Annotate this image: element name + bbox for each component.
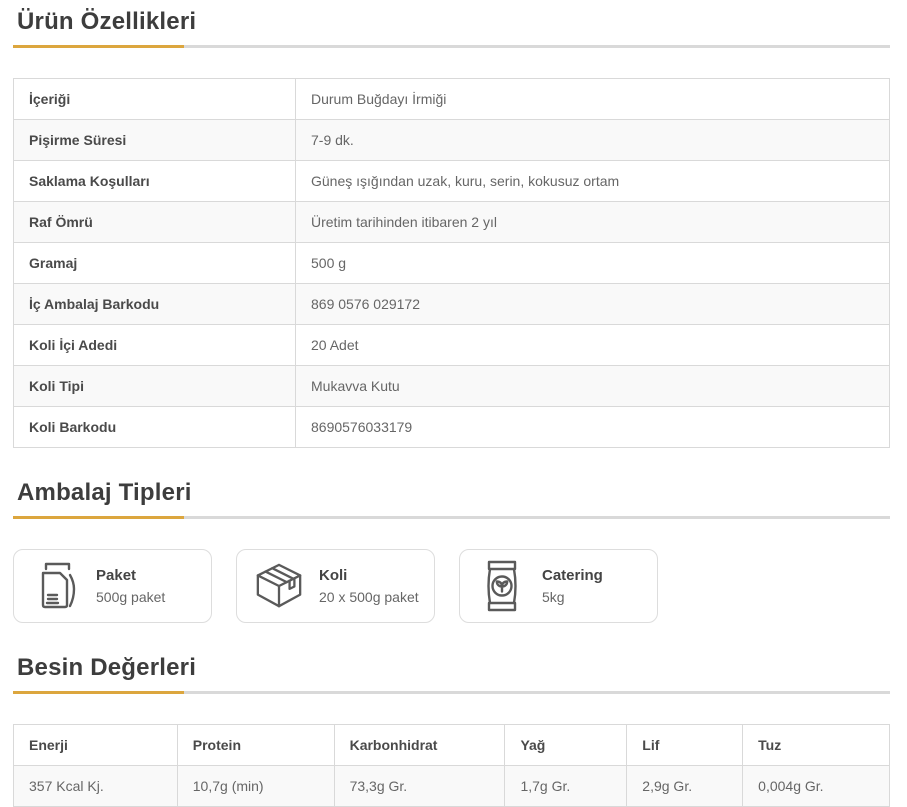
spec-label: Raf Ömrü (14, 202, 296, 243)
nutrition-value: 0,004g Gr. (743, 766, 890, 807)
heading-underline-accent (13, 691, 184, 694)
section-nutrition (13, 654, 890, 807)
spec-value: 7-9 dk. (296, 120, 890, 161)
table-row (14, 284, 890, 325)
table-row (14, 79, 890, 120)
nutrition-column-header: Enerji (14, 725, 178, 766)
spec-value: 869 0576 029172 (296, 284, 890, 325)
card-title: Paket (96, 567, 137, 584)
package-card-koli (236, 549, 435, 623)
table-row (14, 766, 890, 807)
packaging-cards (13, 549, 890, 623)
spec-value: Mukavva Kutu (296, 366, 890, 407)
nutrition-value: 10,7g (min) (177, 766, 334, 807)
nutrition-column-header: Karbonhidrat (334, 725, 505, 766)
heading-underline-accent (13, 516, 184, 519)
package-card-paket (13, 549, 212, 623)
spec-value: Durum Buğdayı İrmiği (296, 79, 890, 120)
card-subtitle: 500g paket (96, 589, 166, 605)
section-title-packaging-types: Ambalaj Tipleri (17, 479, 192, 506)
spec-label: İçeriği (14, 79, 296, 120)
spec-label: Koli Tipi (14, 366, 296, 407)
section-product-features (13, 8, 890, 448)
nutrition-value: 357 Kcal Kj. (14, 766, 178, 807)
spec-label: Koli İçi Adedi (14, 325, 296, 366)
paper-bag-icon (31, 559, 81, 613)
cardboard-box-icon (254, 559, 304, 613)
spec-value: Güneş ışığından uzak, kuru, serin, kokusuz ortam (296, 161, 890, 202)
spec-value: Üretim tarihinden itibaren 2 yıl (296, 202, 890, 243)
card-text (542, 567, 603, 605)
card-text (96, 567, 165, 605)
table-row (14, 243, 890, 284)
heading-underline-accent (13, 45, 184, 48)
spec-value: 20 Adet (296, 325, 890, 366)
nutrition-table (13, 724, 890, 807)
spec-label: İç Ambalaj Barkodu (14, 284, 296, 325)
table-row (14, 202, 890, 243)
section-title-nutrition: Besin Değerleri (17, 654, 197, 681)
table-row (14, 325, 890, 366)
spec-label: Koli Barkodu (14, 407, 296, 448)
spec-label: Saklama Koşulları (14, 161, 296, 202)
page-container (13, 0, 890, 807)
nutrition-column-header: Tuz (743, 725, 890, 766)
card-title: Koli (319, 567, 348, 584)
table-row (14, 407, 890, 448)
heading-underline (13, 691, 890, 694)
product-spec-table (13, 78, 890, 448)
table-header-row (14, 725, 890, 766)
table-row (14, 120, 890, 161)
nutrition-value: 1,7g Gr. (505, 766, 627, 807)
package-card-catering (459, 549, 658, 623)
catering-sack-icon (477, 559, 527, 613)
spec-label: Pişirme Süresi (14, 120, 296, 161)
nutrition-column-header: Protein (177, 725, 334, 766)
nutrition-column-header: Yağ (505, 725, 627, 766)
nutrition-column-header: Lif (627, 725, 743, 766)
card-title: Catering (542, 567, 603, 584)
nutrition-value: 73,3g Gr. (334, 766, 505, 807)
card-text (319, 567, 419, 605)
table-row (14, 161, 890, 202)
table-row (14, 366, 890, 407)
nutrition-value: 2,9g Gr. (627, 766, 743, 807)
spec-value: 500 g (296, 243, 890, 284)
section-packaging-types (13, 479, 890, 623)
section-title-product-features: Ürün Özellikleri (17, 8, 197, 35)
card-subtitle: 5kg (542, 589, 565, 605)
spec-value: 8690576033179 (296, 407, 890, 448)
heading-underline (13, 516, 890, 519)
spec-label: Gramaj (14, 243, 296, 284)
heading-underline (13, 45, 890, 48)
card-subtitle: 20 x 500g paket (319, 589, 419, 605)
